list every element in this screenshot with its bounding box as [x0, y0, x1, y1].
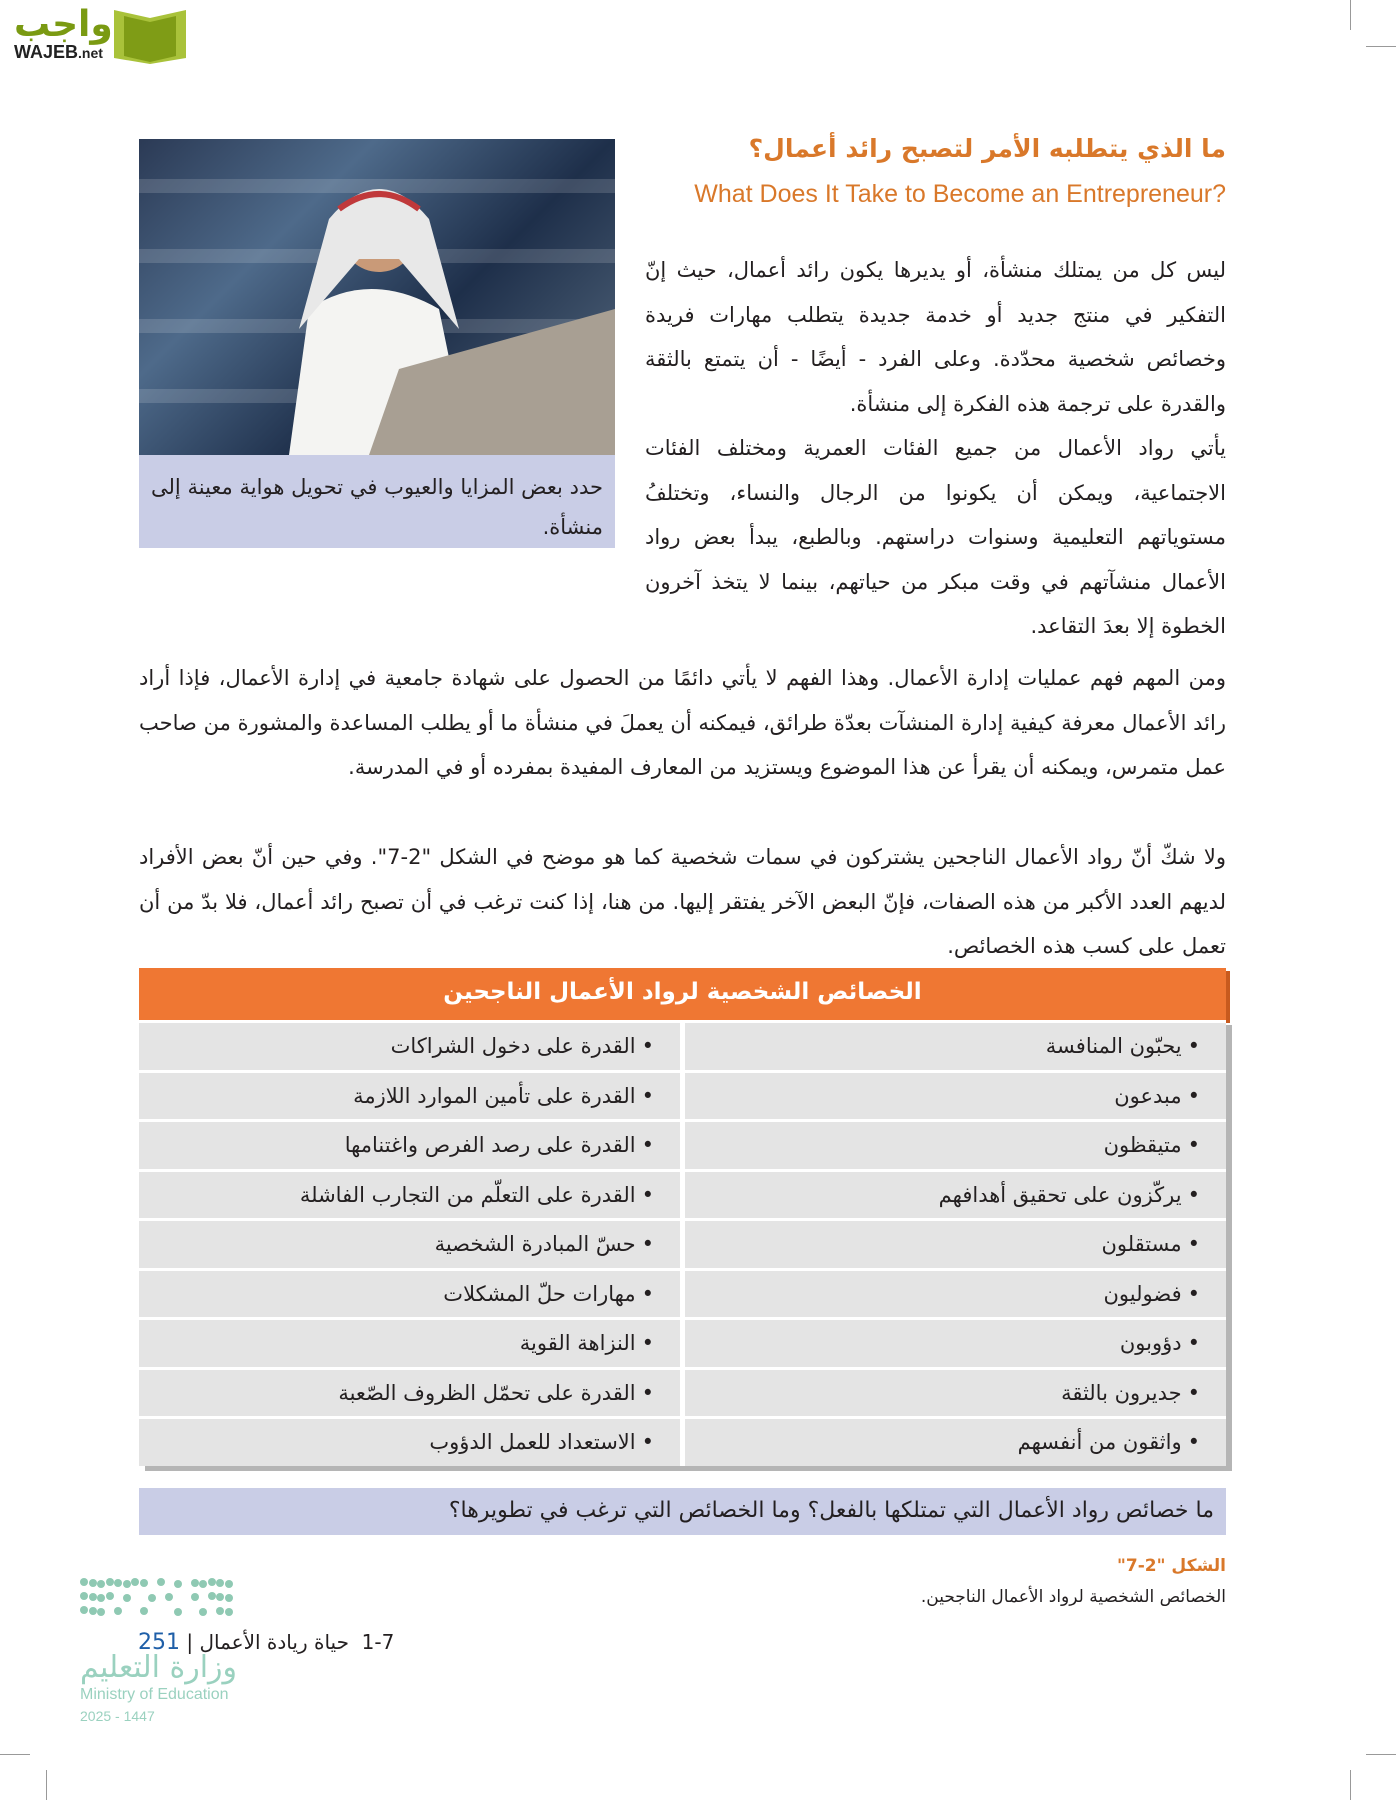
dot [80, 1606, 88, 1614]
entrepreneur-photo [139, 139, 615, 455]
dot [89, 1579, 97, 1587]
dot [114, 1579, 122, 1587]
figure-label: الشكل "2-7" [1117, 1556, 1226, 1576]
dot [165, 1593, 173, 1601]
trait-personal: • يركّزون على تحقيق أهدافهم [685, 1172, 1226, 1219]
dot [97, 1580, 105, 1588]
trait-ability: • القدرة على رصد الفرص واغتنامها [139, 1122, 680, 1169]
trait-personal: • مبدعون [685, 1073, 1226, 1120]
dot [225, 1594, 233, 1602]
table-title: الخصائص الشخصية لرواد الأعمال الناجحين [139, 968, 1226, 1020]
wajeb-logo [8, 4, 193, 68]
dot [174, 1608, 182, 1616]
trait-personal: • يحبّون المنافسة [685, 1023, 1226, 1070]
dot [199, 1580, 207, 1588]
dot [191, 1593, 199, 1601]
ministry-english: Ministry of Education [80, 1686, 229, 1703]
trait-ability: • القدرة على التعلّم من التجارب الفاشلة [139, 1172, 680, 1219]
ministry-arabic: وزارة التعليم [80, 1650, 238, 1685]
trait-ability: • القدرة على تأمين الموارد اللازمة [139, 1073, 680, 1120]
trait-ability: • الاستعداد للعمل الدؤوب [139, 1419, 680, 1466]
dot [97, 1594, 105, 1602]
page-footer [138, 1630, 394, 1655]
dot [225, 1580, 233, 1588]
dot [140, 1607, 148, 1615]
dot [208, 1592, 216, 1600]
trait-personal: • فضوليون [685, 1271, 1226, 1318]
discussion-question: ما خصائص رواد الأعمال التي تمتلكها بالفعل؟ وما الخصائص التي ترغب في تطويرها؟ [139, 1488, 1226, 1535]
dot [97, 1608, 105, 1616]
dot [140, 1579, 148, 1587]
book-icon [108, 6, 192, 66]
dot [225, 1608, 233, 1616]
table-body [139, 1020, 1226, 1466]
footer-separator: | [186, 1630, 194, 1654]
trait-ability: • القدرة على دخول الشراكات [139, 1023, 680, 1070]
dot [114, 1607, 122, 1615]
trait-personal: • دؤوبون [685, 1320, 1226, 1367]
traits-table [139, 968, 1226, 1466]
heading-arabic: ما الذي يتطلبه الأمر لتصبح رائد أعمال؟ [748, 134, 1226, 163]
trait-personal: • مستقلون [685, 1221, 1226, 1268]
page-number: 251 [138, 1630, 180, 1655]
paragraph-2: يأتي رواد الأعمال من جميع الفئات العمرية ومختلف الفئات الاجتماعية، ويمكن أن يكونوا من الرجال والنساء، وتختلفُ مستوياتهم التعليمية وسنوات دراستهم. وبالطبع، يبدأ بعض رواد الأعمال منشآتهم في وقت مبكر من حياتهم، بينما لا يتخذ آخرون الخطوة إلا بعدَ التقاعد. [645, 436, 1226, 638]
ministry-year: 2025 - 1447 [80, 1708, 155, 1724]
trait-ability: • النزاهة القوية [139, 1320, 680, 1367]
dot [123, 1580, 131, 1588]
photo-caption: حدد بعض المزايا والعيوب في تحويل هواية معينة إلى منشأة. [139, 455, 615, 548]
logo-latin: WAJEB.net [14, 42, 103, 62]
dot [208, 1578, 216, 1586]
dot [89, 1607, 97, 1615]
heading-english: What Does It Take to Become an Entrepreneur? [694, 180, 1226, 208]
dot [191, 1579, 199, 1587]
trait-ability: • مهارات حلّ المشكلات [139, 1271, 680, 1318]
trait-ability: • حسّ المبادرة الشخصية [139, 1221, 680, 1268]
trait-ability: • القدرة على تحمّل الظروف الصّعبة [139, 1370, 680, 1417]
dot [216, 1607, 224, 1615]
dot [148, 1594, 156, 1602]
trait-personal: • جديرون بالثقة [685, 1370, 1226, 1417]
dot [106, 1592, 114, 1600]
paragraph-3: ومن المهم فهم عمليات إدارة الأعمال. وهذا الفهم لا يأتي دائمًا من الحصول على شهادة جامعية في إدارة الأعمال، فإذا أراد رائد الأعمال معرفة كيفية إدارة المنشآت بعدّة طرائق، فيمكنه أن يعملَ في منشأة ما أو يطلب المساعدة والمشورة من صاحب عمل متمرس، ويمكنه أن يقرأ عن هذا الموضوع ويستزيد من المعارف المفيدة بمفرده أو في المدرسة. [139, 666, 1226, 779]
dot [80, 1578, 88, 1586]
section-number: 1-7 [361, 1630, 395, 1654]
trait-personal: • واثقون من أنفسهم [685, 1419, 1226, 1466]
dot [123, 1594, 131, 1602]
dot [174, 1580, 182, 1588]
dot [157, 1578, 165, 1586]
paragraph-4: ولا شكّ أنّ رواد الأعمال الناجحين يشتركون في سمات شخصية كما هو موضح في الشكل "2-7". وفي حين أنّ بعض الأفراد لديهم العدد الأكبر من هذه الصفات، فإنّ البعض الآخر يفتقر إليها. من هنا، إذا كنت ترغب في أن تصبح رائد أعمال، فلا بدّ من أن تعمل على كسب هذه الخصائص. [139, 845, 1226, 958]
logo-arabic: واجب [14, 4, 113, 45]
chapter-title: حياة ريادة الأعمال [199, 1630, 349, 1654]
paragraph-1: ليس كل من يمتلك منشأة، أو يديرها يكون رائد أعمال، حيث إنّ التفكير في منتج جديد أو خدمة جديدة يتطلب مهارات فريدة وخصائص شخصية محدّدة. وعلى الفرد - أيضًا - أن يتمتع بالثقة والقدرة على ترجمة هذه الفكرة إلى منشأة. [645, 258, 1226, 416]
dot [199, 1608, 207, 1616]
figure-caption: الخصائص الشخصية لرواد الأعمال الناجحين. [920, 1587, 1226, 1607]
dot [216, 1593, 224, 1601]
dot [216, 1579, 224, 1587]
dot [106, 1578, 114, 1586]
trait-personal: • متيقظون [685, 1122, 1226, 1169]
dot [80, 1592, 88, 1600]
dot [89, 1593, 97, 1601]
dot [131, 1578, 139, 1586]
